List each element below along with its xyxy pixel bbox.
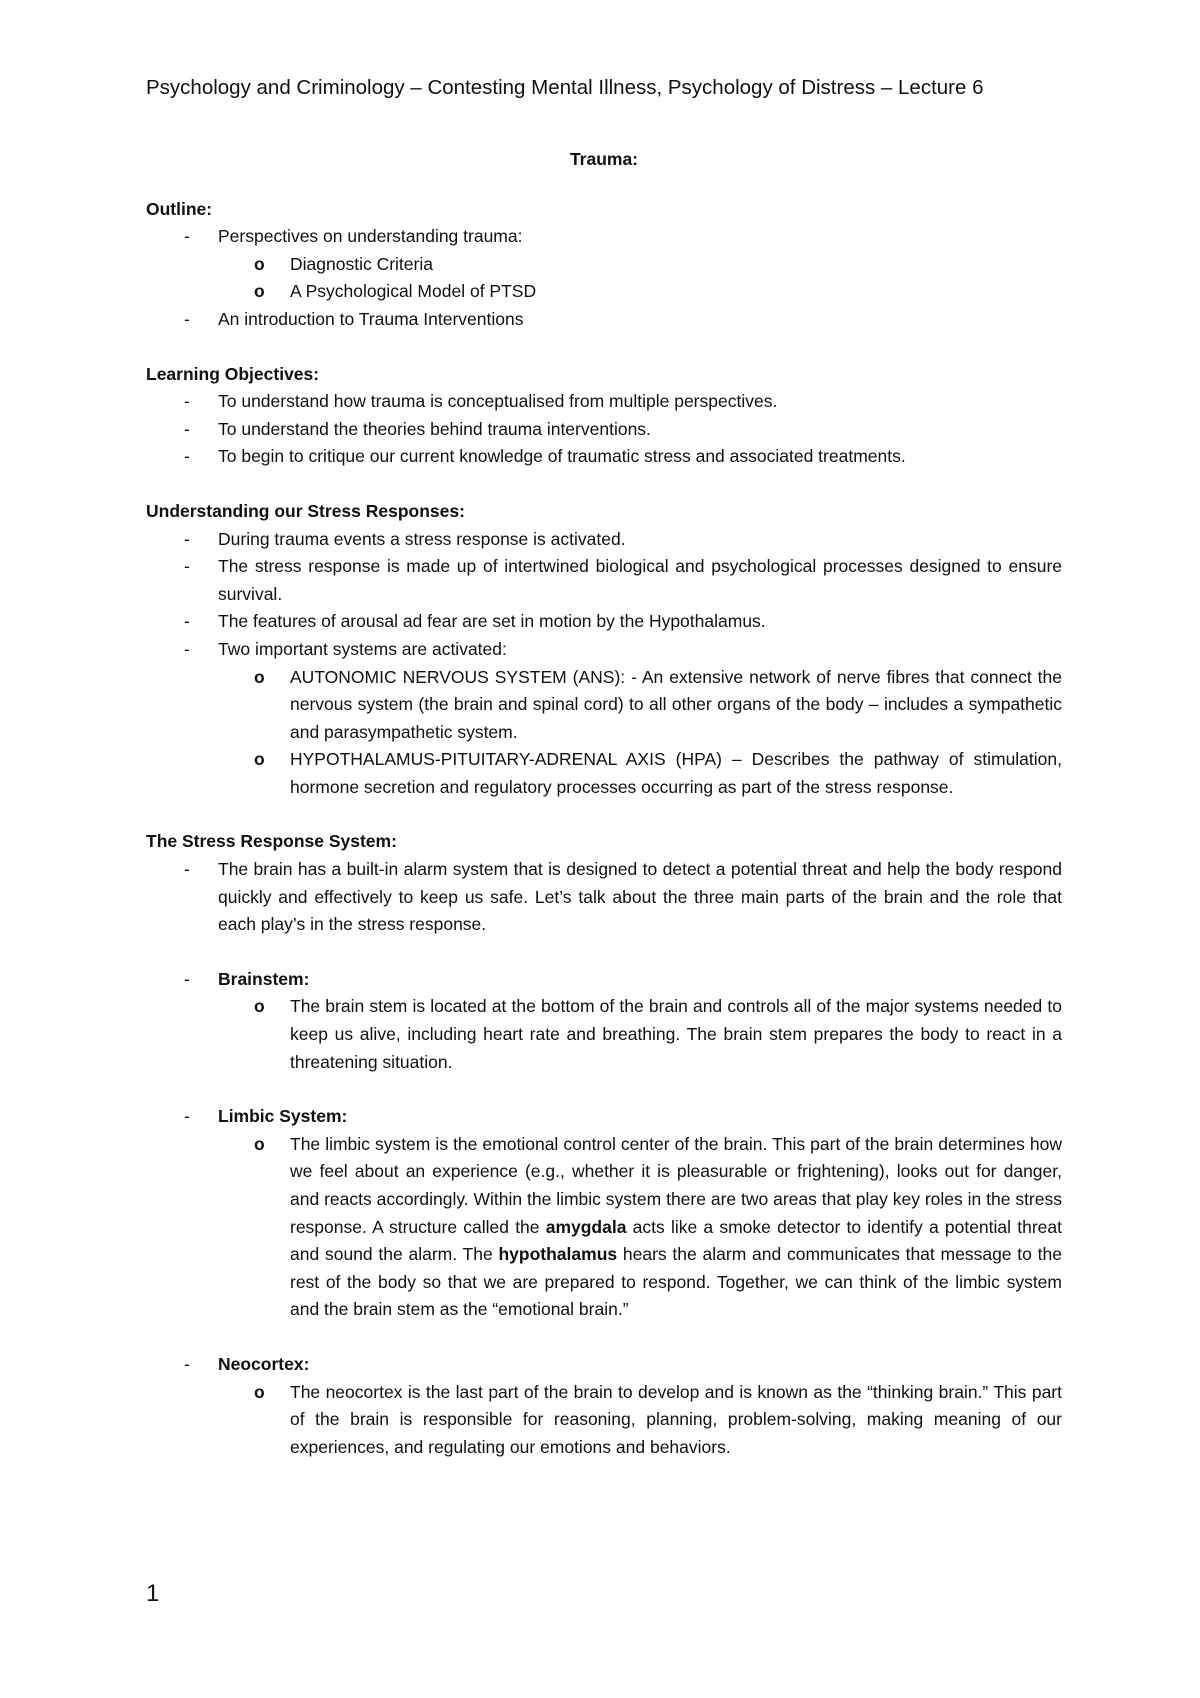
document-title: Trauma: (569, 149, 639, 169)
list-item: - The brain has a built-in alarm system that is designed to detect a potential threat and help the body respond quickly and effectively to keep us safe. Let’s talk about the three main parts of the brain and the role that each play’s in the stress response. (184, 859, 1062, 935)
stress-responses-section (146, 498, 1062, 802)
list-item: - The stress response is made up of intertwined biological and psychological processes designed to ensure survival. (184, 556, 1062, 604)
list-item: - The features of arousal ad fear are set in motion by the Hypothalamus. (184, 611, 766, 632)
sub-list-item: o HYPOTHALAMUS-PITUITARY-ADRENAL AXIS (HPA) – Describes the pathway of stimulation, hormone secretion and regulatory processes occurring as part of the stress response. (254, 749, 1062, 797)
limbic-paragraph: The limbic system is the emotional control center of the brain. This part of the brain determines how we feel about an experience (e.g., whether it is pleasurable or frightening), looks out for danger, and reacts accordingly. Within the limbic system there are two areas that play key roles in the stress response. A structure called the amygdala acts like a smoke detector to identify a potential threat and sound the alarm. The hypothalamus hears the alarm and communicates that message to the rest of the body so that we are prepared to respond. Together, we can think of the limbic system and the brain stem as the “emotional brain.” (290, 1133, 1062, 1320)
document-page (146, 72, 1062, 1488)
amygdala-term: amygdala (545, 1216, 627, 1237)
list-item: - To begin to critique our current knowledge of traumatic stress and associated treatments. (184, 446, 906, 467)
list-item: - Perspectives on understanding trauma: (184, 226, 523, 247)
hypothalamus-term: hypothalamus (498, 1244, 618, 1265)
page-number: 1 (146, 1580, 160, 1607)
sub-list-item: o A Psychological Model of PTSD (254, 281, 537, 302)
stress-responses-heading: Understanding our Stress Responses: (146, 500, 465, 521)
neocortex-item: - Neocortex: (184, 1353, 310, 1374)
sub-list-item: o The neocortex is the last part of the brain to develop and is known as the “thinking brain.” This part of the brain is responsible for reasoning, planning, problem-solving, making meaning of our experiences, and regulating our emotions and behaviors. (254, 1381, 1062, 1457)
objectives-section (146, 361, 1062, 471)
stress-system-section (146, 828, 1062, 1461)
list-item: - To understand how trauma is conceptualised from multiple perspectives. (184, 391, 778, 412)
sub-list-item: o AUTONOMIC NERVOUS SYSTEM (ANS): - An extensive network of nerve fibres that connect the nervous system (the brain and spinal cord) to all other organs of the body – includes a sympathetic and parasympathetic system. (254, 666, 1062, 742)
list-item: - An introduction to Trauma Interventions (184, 308, 524, 329)
list-item: - To understand the theories behind trauma interventions. (184, 418, 651, 439)
document-header: Psychology and Criminology – Contesting Mental Illness, Psychology of Distress – Lecture 6 (146, 76, 984, 99)
sub-list-item: o The limbic system is the emotional control center of the brain. This part of the brain determines how we feel about an experience (e.g., whether it is pleasurable or frightening), looks out for danger, and reacts accordingly. Within the limbic system there are two areas that play key roles in the stress response. A structure called the amygdala acts like a smoke detector to identify a potential threat and sound the alarm. The hypothalamus hears the alarm and communicates that message to the rest of the body so that we are prepared to respond. Together, we can think of the limbic system and the brain stem as the “emotional brain.” (146, 1131, 1062, 1324)
outline-heading: Outline: (146, 198, 213, 219)
sub-list-item: o Diagnostic Criteria (254, 253, 433, 274)
stress-system-heading: The Stress Response System: (146, 831, 397, 852)
outline-section (146, 196, 1062, 334)
list-item: - Two important systems are activated: (184, 638, 507, 659)
list-item: - During trauma events a stress response is activated. (184, 528, 626, 549)
limbic-item: - Limbic System: (184, 1106, 348, 1127)
objectives-heading: Learning Objectives: (146, 363, 320, 384)
sub-list-item: o The brain stem is located at the bottom of the brain and controls all of the major systems needed to keep us alive, including heart rate and breathing. The brain stem prepares the body to react in a threatening situation. (254, 996, 1062, 1072)
brainstem-item: - Brainstem: (184, 968, 310, 989)
